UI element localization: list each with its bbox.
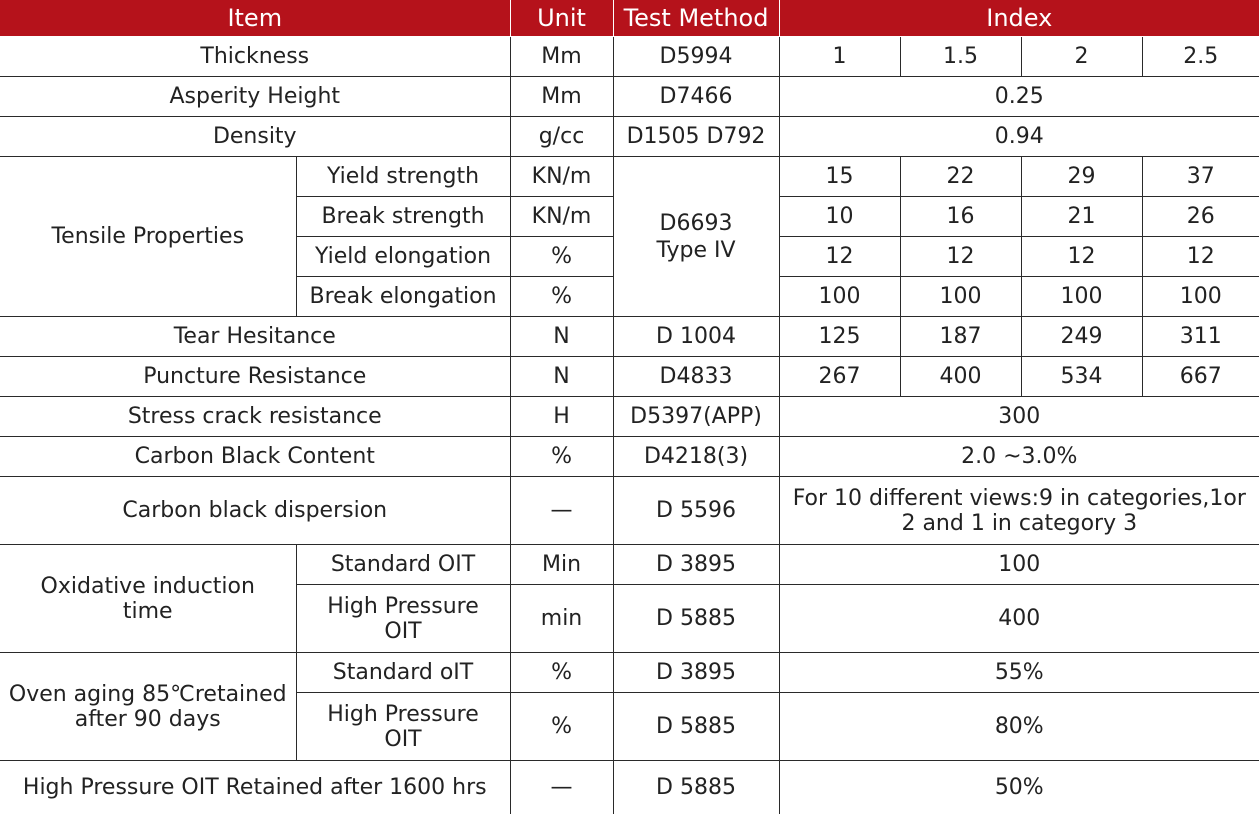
unit-cell: —: [510, 761, 613, 814]
method-cell: D7466: [613, 77, 779, 117]
item-cell-oit: [0, 545, 296, 653]
item-cell: Carbon Black Content: [0, 437, 510, 477]
index-cell: 37: [1142, 157, 1259, 197]
subitem-line: OIT: [301, 727, 506, 752]
unit-cell: —: [510, 477, 613, 545]
unit-cell: KN/m: [510, 197, 613, 237]
item-cell: Stress crack resistance: [0, 397, 510, 437]
unit-cell: KN/m: [510, 157, 613, 197]
item-cell: Tear Hesitance: [0, 317, 510, 357]
index-cell: 400: [900, 357, 1021, 397]
index-cell: 0.25: [779, 77, 1259, 117]
index-cell: 29: [1021, 157, 1142, 197]
index-cell: 15: [779, 157, 900, 197]
index-line: 2 and 1 in category 3: [784, 511, 1256, 536]
unit-cell: Mm: [510, 37, 613, 77]
item-cell-oven-aging: [0, 653, 296, 761]
index-cell: 50%: [779, 761, 1259, 814]
index-cell: 1.5: [900, 37, 1021, 77]
method-cell: D 5885: [613, 585, 779, 653]
table-row-puncture: [0, 357, 1259, 397]
unit-cell: %: [510, 237, 613, 277]
method-line: Type IV: [618, 237, 775, 264]
index-cell: [779, 477, 1259, 545]
unit-cell: N: [510, 357, 613, 397]
item-cell-tensile: Tensile Properties: [0, 157, 296, 317]
index-cell: 12: [900, 237, 1021, 277]
method-cell: D 1004: [613, 317, 779, 357]
unit-cell: %: [510, 693, 613, 761]
index-cell: 311: [1142, 317, 1259, 357]
index-cell: 22: [900, 157, 1021, 197]
method-cell: D 3895: [613, 545, 779, 585]
subitem-cell: Standard oIT: [296, 653, 510, 693]
index-line: For 10 different views:9 in categories,1or: [784, 486, 1256, 511]
index-cell: 26: [1142, 197, 1259, 237]
index-cell: 21: [1021, 197, 1142, 237]
item-line: Oven aging 85℃retained: [4, 682, 292, 707]
method-cell: D 3895: [613, 653, 779, 693]
unit-cell: min: [510, 585, 613, 653]
index-cell: 0.94: [779, 117, 1259, 157]
method-cell-tensile: [613, 157, 779, 317]
table-row-oven-standard-oit: [0, 653, 1259, 693]
method-line: D6693: [618, 210, 775, 237]
subitem-line: High Pressure: [301, 702, 506, 727]
header-item: Item: [0, 0, 510, 37]
index-cell: 125: [779, 317, 900, 357]
index-cell: 12: [1021, 237, 1142, 277]
item-cell: Carbon black dispersion: [0, 477, 510, 545]
table-row-yield-strength: [0, 157, 1259, 197]
method-cell: D1505 D792: [613, 117, 779, 157]
subitem-line: OIT: [301, 619, 506, 644]
header-index: Index: [779, 0, 1259, 37]
method-cell: D5397(APP): [613, 397, 779, 437]
header-test-method: Test Method: [613, 0, 779, 37]
table-row-hp-oit-retained: [0, 761, 1259, 814]
table-row-carbon-black-content: [0, 437, 1259, 477]
index-cell: 2: [1021, 37, 1142, 77]
method-cell: D 5885: [613, 761, 779, 814]
index-cell: 249: [1021, 317, 1142, 357]
subitem-cell: Standard OIT: [296, 545, 510, 585]
table-row-thickness: [0, 37, 1259, 77]
item-cell: Thickness: [0, 37, 510, 77]
table-row-carbon-black-dispersion: [0, 477, 1259, 545]
subitem-line: High Pressure: [301, 594, 506, 619]
unit-cell: %: [510, 437, 613, 477]
item-line: Oxidative induction: [4, 574, 292, 599]
index-cell: 100: [1021, 277, 1142, 317]
header-unit: Unit: [510, 0, 613, 37]
method-cell: D4833: [613, 357, 779, 397]
method-cell: D 5885: [613, 693, 779, 761]
method-cell: D4218(3): [613, 437, 779, 477]
index-cell: 187: [900, 317, 1021, 357]
unit-cell: g/cc: [510, 117, 613, 157]
index-cell: 2.5: [1142, 37, 1259, 77]
index-cell: 80%: [779, 693, 1259, 761]
subitem-cell: Break strength: [296, 197, 510, 237]
index-cell: 100: [900, 277, 1021, 317]
subitem-cell: [296, 585, 510, 653]
index-cell: 12: [1142, 237, 1259, 277]
method-cell: D 5596: [613, 477, 779, 545]
subitem-cell: Yield elongation: [296, 237, 510, 277]
index-cell: 55%: [779, 653, 1259, 693]
index-cell: 400: [779, 585, 1259, 653]
item-cell: Asperity Height: [0, 77, 510, 117]
unit-cell: %: [510, 653, 613, 693]
subitem-cell: Yield strength: [296, 157, 510, 197]
index-cell: 100: [779, 277, 900, 317]
item-line: after 90 days: [4, 707, 292, 732]
index-cell: 667: [1142, 357, 1259, 397]
index-cell: 16: [900, 197, 1021, 237]
unit-cell: H: [510, 397, 613, 437]
unit-cell: N: [510, 317, 613, 357]
table-row-tear: [0, 317, 1259, 357]
unit-cell: Min: [510, 545, 613, 585]
item-cell: Puncture Resistance: [0, 357, 510, 397]
index-cell: 100: [779, 545, 1259, 585]
index-cell: 100: [1142, 277, 1259, 317]
index-cell: 10: [779, 197, 900, 237]
table-row-standard-oit: [0, 545, 1259, 585]
item-cell: High Pressure OIT Retained after 1600 hrs: [0, 761, 510, 814]
table-row-density: [0, 117, 1259, 157]
item-cell: Density: [0, 117, 510, 157]
table-row-stress-crack: [0, 397, 1259, 437]
index-cell: 267: [779, 357, 900, 397]
index-cell: 300: [779, 397, 1259, 437]
method-cell: D5994: [613, 37, 779, 77]
index-cell: 12: [779, 237, 900, 277]
index-cell: 1: [779, 37, 900, 77]
unit-cell: Mm: [510, 77, 613, 117]
index-cell: 2.0 ~3.0%: [779, 437, 1259, 477]
table-header-row: [0, 0, 1259, 37]
index-cell: 534: [1021, 357, 1142, 397]
table-row-asperity-height: [0, 77, 1259, 117]
subitem-cell: Break elongation: [296, 277, 510, 317]
item-line: time: [4, 599, 292, 624]
subitem-cell: [296, 693, 510, 761]
unit-cell: %: [510, 277, 613, 317]
